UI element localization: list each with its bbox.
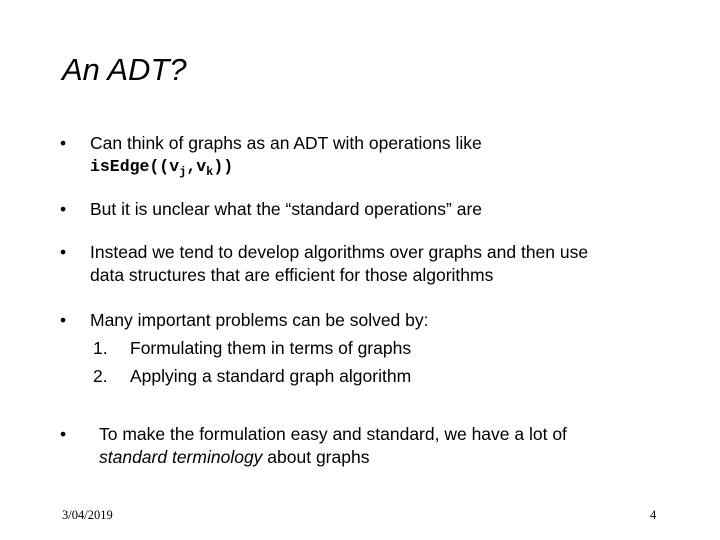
footer-date: 3/04/2019 (62, 508, 113, 522)
bullet-2-line-1: But it is unclear what the “standard operations” are (90, 199, 483, 219)
numbered-item-2 (93, 365, 411, 388)
bullet-5-line-2 (99, 446, 567, 469)
subscript-j: j (179, 165, 187, 179)
bullet-5 (99, 423, 567, 469)
numbered-item-number: 2. (93, 366, 108, 386)
page-number: 4 (650, 508, 657, 522)
bullet-5-line-2-rest: about graphs (262, 447, 370, 467)
bullet-4-line-1: Many important problems can be solved by: (90, 310, 429, 330)
numbered-item-1 (93, 337, 411, 360)
code-is-edge (90, 155, 482, 184)
bullet-marker: • (60, 242, 67, 262)
code-mid: ,v (186, 157, 207, 176)
bullet-marker: • (60, 199, 67, 219)
bullet-4 (90, 309, 429, 332)
italic-term: standard terminology (99, 447, 263, 467)
code-suffix: )) (213, 157, 234, 176)
code-prefix: isEdge((v (90, 157, 180, 176)
numbered-item-text: Formulating them in terms of graphs (130, 338, 412, 358)
subscript-k: k (206, 165, 214, 179)
numbered-item-text: Applying a standard graph algorithm (130, 366, 412, 386)
bullet-1-line-1: Can think of graphs as an ADT with operations like (90, 133, 482, 153)
bullet-3-line-1: Instead we tend to develop algorithms over graphs and then use (90, 242, 589, 262)
bullet-2 (90, 198, 482, 221)
bullet-5-line-1: To make the formulation easy and standard, we have a lot of (99, 424, 567, 444)
bullet-3 (90, 241, 588, 287)
bullet-marker: • (60, 310, 67, 330)
bullet-1 (90, 132, 482, 184)
bullet-marker: • (60, 133, 67, 153)
slide-title: An ADT? (62, 52, 187, 87)
bullet-marker: • (60, 424, 67, 444)
numbered-item-number: 1. (93, 338, 108, 358)
bullet-3-line-2: data structures that are efficient for those algorithms (90, 265, 494, 285)
